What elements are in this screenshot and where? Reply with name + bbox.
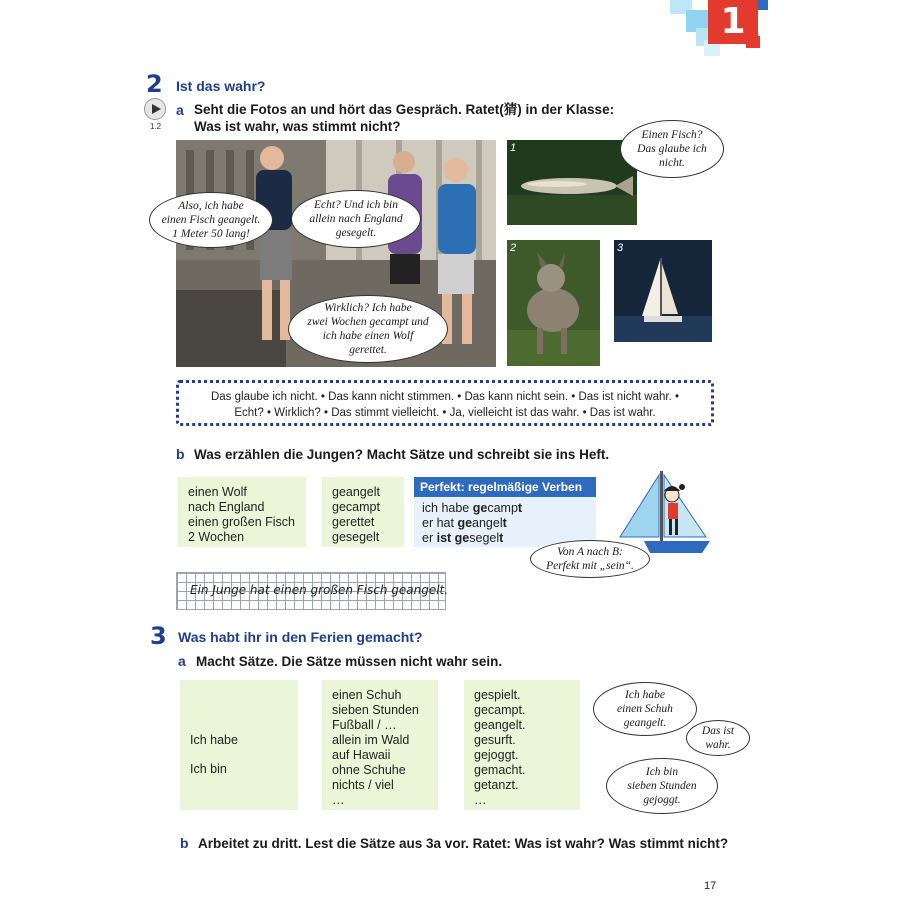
objects-box [178, 477, 306, 547]
bubble-wolf [288, 295, 448, 363]
section-2-number: 2 [146, 70, 163, 98]
subject-item: Ich bin [190, 762, 227, 776]
task-2a-text [194, 101, 614, 135]
bubble-stunden-line3: gejoggt. [643, 794, 681, 806]
audio-track-label: 1.2 [150, 122, 162, 131]
audio-play-icon[interactable] [144, 98, 166, 120]
task-2a-line2: Was ist wahr, was stimmt nicht? [194, 119, 401, 134]
participles-3a-box [464, 680, 580, 810]
task-2a-line1: Seht die Fotos an und hört das Gespräch. Ratet(猜) in der Klasse: [194, 102, 615, 117]
bubble-wolf-line1: Wirklich? Ich habe [324, 302, 412, 314]
objects-3a-box [322, 680, 438, 810]
participle-item: gecampt [332, 500, 380, 514]
object-3a-item: auf Hawaii [332, 748, 391, 762]
object-3a-item: ohne Schuhe [332, 763, 406, 777]
subjects-box [180, 680, 298, 810]
grammar-bold: t [517, 501, 523, 515]
bubble-schuh-line3: geangelt. [623, 717, 667, 729]
participle-3a-item: getanzt. [474, 778, 519, 792]
bubble-wahr-line1: Das ist [701, 725, 735, 737]
photo-3-number: 3 [617, 242, 624, 254]
participle-3a-item: gecampt. [474, 703, 526, 717]
participle-item: geangelt [332, 485, 380, 499]
bubble-england-line3: gesegelt. [335, 227, 377, 239]
task-2a-letter: a [176, 102, 184, 118]
page-number: 17 [704, 880, 717, 892]
bubble-wolf-line4: gerettet. [349, 344, 387, 356]
object-3a-item: allein im Wald [332, 733, 410, 747]
bubble-schuh-line2: einen Schuh [617, 703, 673, 715]
object-item: nach England [188, 500, 265, 514]
section-2-title: Ist das wahr? [176, 78, 266, 94]
grammar-title: Perfekt: regelmäßige Verben [414, 477, 596, 497]
bubble-stunden [606, 758, 718, 814]
bubble-fish-boy-line2: einen Fisch geangelt. [161, 214, 261, 226]
bubble-wolf-line3: ich habe einen Wolf [322, 330, 414, 342]
grammar-text: er hat [422, 516, 458, 530]
task-2b-text: Was erzählen die Jungen? Macht Sätze und schreibt sie ins Heft. [194, 447, 610, 462]
bubble-england-line2: allein nach England [309, 213, 403, 225]
participle-item: gesegelt [332, 530, 380, 544]
bubble-doubt-line1: Einen Fisch? [641, 129, 703, 141]
bubble-stunden-line1: Ich bin [645, 766, 679, 778]
participle-3a-item: geangelt. [474, 718, 526, 732]
bubble-doubt [620, 120, 724, 178]
photo-wolf [507, 240, 600, 366]
participles-box [322, 477, 404, 547]
subject-item: Ich habe [190, 733, 238, 747]
phrases-line1: Das glaube ich nicht. • Das kann nicht stimmen. • Das kann nicht sein. • Das ist nicht wahr. • [210, 391, 679, 403]
object-item: einen großen Fisch [188, 515, 296, 529]
bubble-tip [530, 540, 650, 578]
section-3-title: Was habt ihr in den Ferien gemacht? [178, 629, 423, 645]
section-3-number: 3 [150, 622, 167, 650]
phrases-box [176, 380, 714, 426]
bubble-wolf-line2: zwei Wochen gecampt und [307, 316, 429, 328]
task-3a-letter: a [178, 653, 186, 669]
fish-illustration [507, 140, 637, 225]
grammar-bold: ge [457, 516, 473, 530]
grammar-text: ich habe [422, 501, 473, 515]
wolf-illustration [507, 240, 600, 366]
grammar-text: angel [472, 516, 503, 530]
photo-boat [614, 240, 712, 342]
object-3a-item: sieben Stunden [332, 703, 419, 717]
bubble-tip-line1: Von A nach B: [557, 546, 623, 558]
grammar-bold: ge [472, 501, 488, 515]
task-3a-text: Macht Sätze. Die Sätze müssen nicht wahr sein. [196, 654, 503, 669]
bubble-fish-boy-line3: 1 Meter 50 lang! [172, 228, 250, 240]
bubble-england-line1: Echt? Und ich bin [313, 199, 398, 211]
bubble-wahr-line2: wahr. [705, 739, 731, 751]
bubble-tip-line2: Perfekt mit „sein“. [546, 560, 634, 572]
bubble-schuh-line1: Ich habe [625, 689, 665, 701]
object-3a-item: nichts / viel [332, 778, 394, 792]
grammar-box [414, 477, 596, 547]
grammar-bold: t [499, 531, 504, 545]
grammar-line [422, 501, 588, 516]
grammar-bold: t [502, 516, 507, 530]
bubble-doubt-line2: Das glaube ich [637, 143, 707, 155]
grammar-bold: ist ge [436, 531, 470, 545]
grammar-text: camp [487, 501, 518, 515]
participle-3a-item: gesurft. [474, 733, 516, 747]
object-3a-item: einen Schuh [332, 688, 402, 702]
bubble-stunden-line2: sieben Stunden [627, 780, 697, 792]
bubble-doubt-line3: nicht. [659, 157, 685, 169]
bubble-fish-boy [149, 192, 273, 248]
grammar-text: segel [469, 531, 500, 545]
task-3b-letter: b [180, 835, 189, 851]
task-2b-letter: b [176, 446, 185, 462]
object-item: 2 Wochen [188, 530, 245, 544]
object-item: einen Wolf [188, 485, 247, 499]
grammar-text: er [422, 531, 437, 545]
example-sentence: Ein Junge hat einen großen Fisch geangelt. [190, 583, 449, 597]
photo-2-number: 2 [510, 242, 517, 254]
task-3b-text: Arbeitet zu dritt. Lest die Sätze aus 3a vor. Ratet: Was ist wahr? Was stimmt nicht? [198, 836, 729, 851]
object-3a-item: Fußball / … [332, 718, 397, 732]
bubble-england [291, 190, 421, 248]
object-3a-item: … [332, 793, 345, 807]
participle-3a-item: gespielt. [474, 688, 521, 702]
grammar-line [422, 516, 588, 531]
boat-illustration [614, 240, 712, 342]
participle-3a-item: gemacht. [474, 763, 526, 777]
participle-item: gerettet [332, 515, 375, 529]
participle-3a-item: … [474, 793, 487, 807]
bubble-fish-boy-line1: Also, ich habe [178, 200, 244, 212]
chapter-number: 1 [708, 0, 758, 44]
photo-1-number: 1 [510, 142, 517, 154]
photo-fish [507, 140, 637, 225]
phrases-line2: Echt? • Wirklich? • Das stimmt vielleicht. • Ja, vielleicht ist das wahr. • Das ist wahr. [234, 407, 656, 419]
participle-3a-item: gejoggt. [474, 748, 519, 762]
bubble-schuh [593, 682, 697, 736]
bubble-wahr [686, 720, 750, 756]
